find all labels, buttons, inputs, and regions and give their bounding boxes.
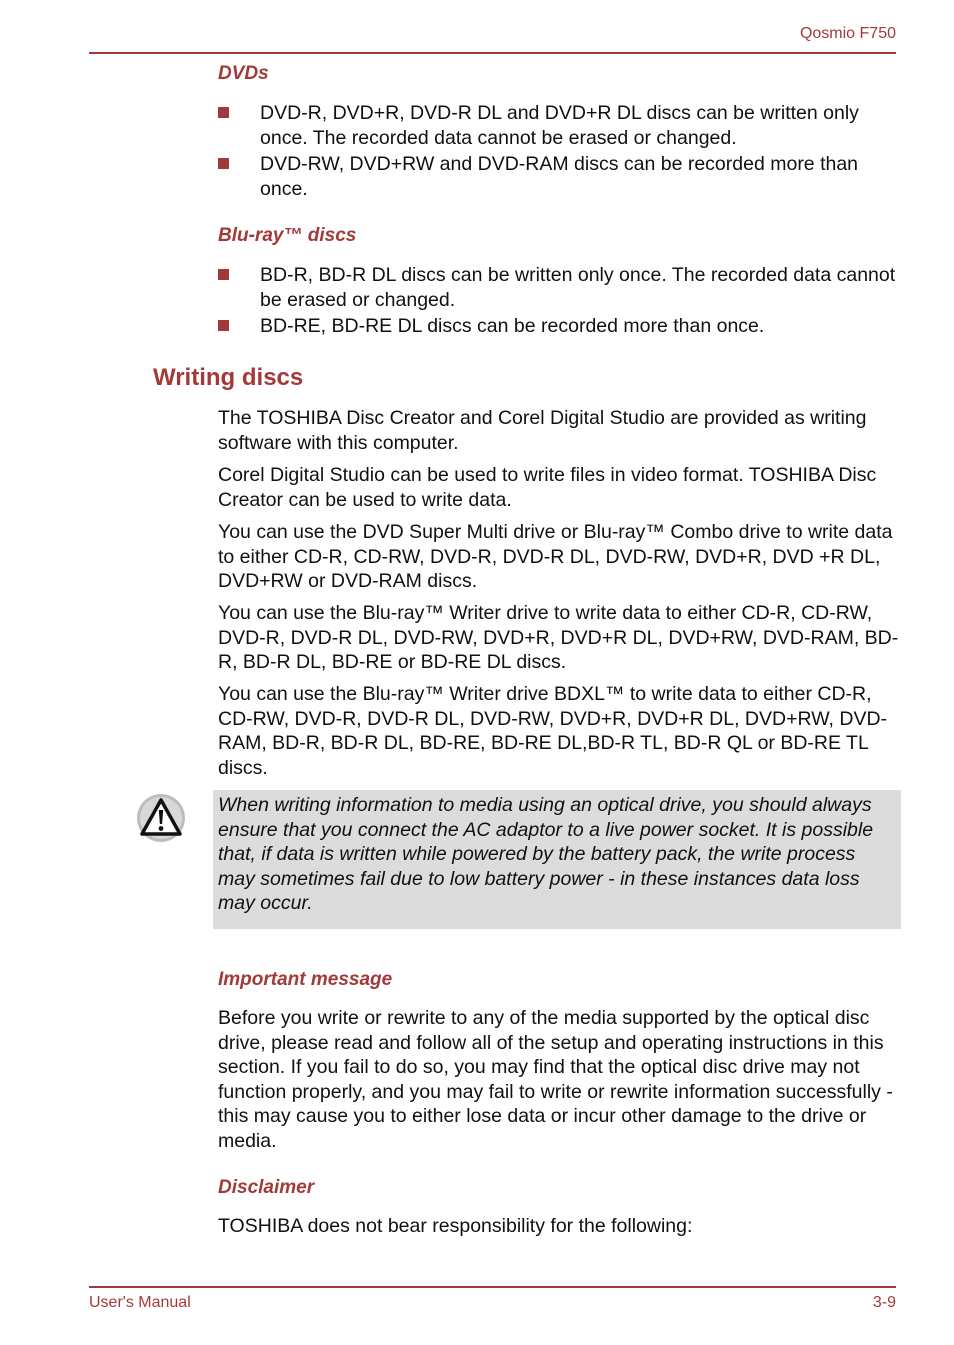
header-rule (89, 52, 896, 54)
list-item: BD-R, BD-R DL discs can be written only once. The recorded data cannot be erased or changed. (218, 263, 898, 312)
important-message-heading: Important message (218, 969, 393, 990)
bullet-square-icon (218, 158, 229, 169)
disclaimer-heading: Disclaimer (218, 1177, 315, 1198)
footer-manual-label: User's Manual (89, 1294, 191, 1311)
bullet-square-icon (218, 107, 229, 118)
paragraph: The TOSHIBA Disc Creator and Corel Digital Studio are provided as writing software with this computer. (218, 407, 867, 454)
list-item: BD-RE, BD-RE DL discs can be recorded more than once. (218, 314, 898, 339)
writing-discs-heading: Writing discs (153, 364, 304, 391)
list-item: DVD-R, DVD+R, DVD-R DL and DVD+R DL discs can be written only once. The recorded data cannot be erased or changed. (218, 101, 898, 150)
warning-text: When writing information to media using an optical drive, you should always ensure that you connect the AC adaptor to a live power socket. It is possible that, if data is written while powered by the battery pack, the write process may sometimes fail due to low battery power - in these instances data loss may occur. (218, 794, 874, 914)
paragraph: You can use the DVD Super Multi drive or Blu-ray™ Combo drive to write data to either CD-R, CD-RW, DVD-R, DVD-R DL, DVD-RW, DVD+R, DVD +R DL, DVD+RW or DVD-RAM discs. (218, 521, 893, 592)
list-item: DVD-RW, DVD+RW and DVD-RAM discs can be recorded more than once. (218, 152, 898, 201)
warning-triangle-icon (136, 793, 186, 843)
bullet-square-icon (218, 320, 229, 331)
paragraph: Corel Digital Studio can be used to write files in video format. TOSHIBA Disc Creator can be used to write data. (218, 464, 877, 511)
footer-rule (89, 1286, 896, 1288)
bullet-square-icon (218, 269, 229, 280)
bluray-heading: Blu-ray™ discs (218, 225, 357, 246)
dvds-heading: DVDs (218, 63, 269, 84)
important-message-text: Before you write or rewrite to any of the media supported by the optical disc drive, please read and follow all of the setup and operating instructions in this section. If you fail to do so, you may find that the optical disc drive may not function properly, and you may fail to write or rewrite information successfully - this may cause you to either lose data or incur other damage to the drive or media. (218, 1007, 893, 1152)
footer-page-number: 3-9 (872, 1294, 896, 1311)
disclaimer-text: TOSHIBA does not bear responsibility for the following: (218, 1215, 693, 1237)
header-title: Qosmio F750 (799, 25, 896, 42)
paragraph: You can use the Blu-ray™ Writer drive to write data to either CD-R, CD-RW, DVD-R, DVD-R DL, DVD-RW, DVD+R, DVD+R DL, DVD+RW, DVD-RAM, BD-R, BD-R DL, BD-RE or BD-RE DL discs. (218, 602, 899, 673)
paragraph: You can use the Blu-ray™ Writer drive BDXL™ to write data to either CD-R, CD-RW, DVD-R, DVD-R DL, DVD-RW, DVD+R, DVD+R DL, DVD+RW, DVD-RAM, BD-R, BD-R DL, BD-RE, BD-RE DL,BD-R TL, BD-R QL or BD-RE TL discs. (218, 683, 888, 779)
